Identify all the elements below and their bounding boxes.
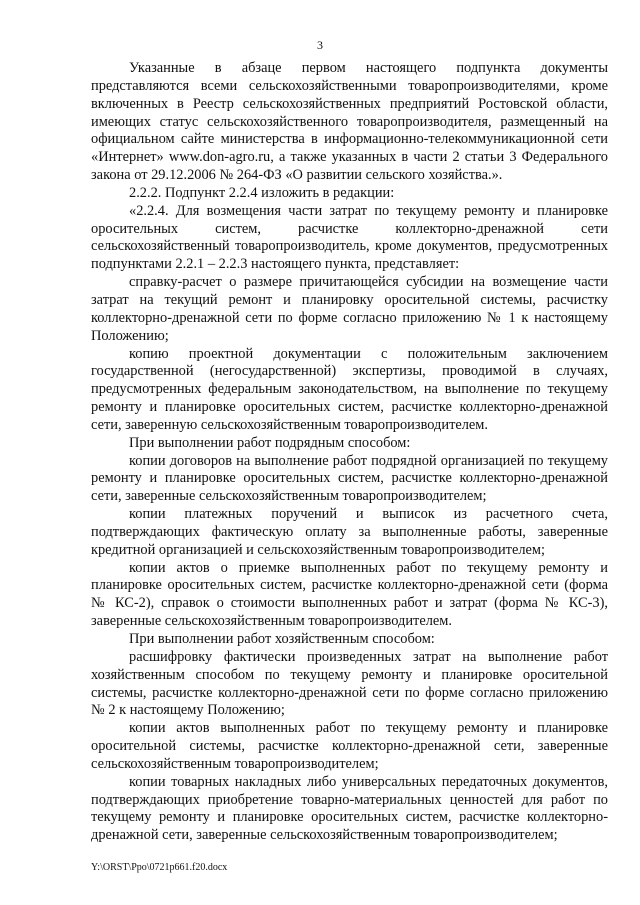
document-body xyxy=(91,60,608,845)
paragraph: копию проектной документации с положительным заключением государственной (негосударственной) экспертизы, проводимой в случаях, предусмотренных федеральным законодательством, на выполнение по текущему ремонту и планировке оросительных систем, расчистке коллекторно-дренажной сети, заверенную сельскохозяйственным товаропроизводителем. xyxy=(91,345,608,433)
paragraph: «2.2.4. Для возмещения части затрат по текущему ремонту и планировке оросительных систем, расчистке коллекторно-дренажной сети сельскохозяйственный товаропроизводитель, кроме документов, предусмотренных подпунктами 2.2.1 – 2.2.3 настоящего пункта, представляет: xyxy=(91,202,608,273)
paragraph: копии актов о приемке выполненных работ по текущему ремонту и планировке оросительных систем, расчистке коллекторно-дренажной сети (форма № КС-2), справок о стоимости выполненных работ и затрат (форма № КС-3), заверенные сельскохозяйственным товаропроизводителем. xyxy=(91,559,608,630)
paragraph: расшифровку фактически произведенных затрат на выполнение работ хозяйственным способом по текущему ремонту и планировке оросительной системы, расчистке коллекторно-дренажной сети по форме согласно приложению № 2 к настоящему Положению; xyxy=(91,648,608,719)
paragraph: копии актов выполненных работ по текущему ремонту и планировке оросительной системы, расчистке коллекторно-дренажной сети, заверенные сельскохозяйственным товаропроизводителем; xyxy=(91,720,608,772)
paragraph: 2.2.2. Подпункт 2.2.4 изложить в редакции: xyxy=(129,184,395,201)
page-number: 3 xyxy=(317,38,323,52)
paragraph: копии товарных накладных либо универсальных передаточных документов, подтверждающих приобретение товарно-материальных ценностей для работ по текущему ремонту и планировке оросительных систем, расчистке коллекторно-дренажной сети, заверенные сельскохозяйственным товаропроизводителем; xyxy=(91,773,608,844)
paragraph: Указанные в абзаце первом настоящего подпункта документы представляются всеми сельскохозяйственными товаропроизводителями, кроме включенных в Реестр сельскохозяйственных предприятий Ростовской области, имеющих статус сельскохозяйственного товаропроизводителя, размещенный на официальном сайте министерства в информационно-телекоммуникационной сети «Интернет» www.don-agro.ru, а также указанных в части 2 статьи 3 Федерального закона от 29.12.2006 № 264-ФЗ «О развитии сельского хозяйства.». xyxy=(91,60,608,184)
paragraph: При выполнении работ хозяйственным способом: xyxy=(129,631,435,647)
paragraph: При выполнении работ подрядным способом: xyxy=(129,434,411,451)
paragraph: справку-расчет о размере причитающейся субсидии на возмещение части затрат на текущий ремонт и планировку оросительной системы, расчистку коллекторно-дренажной сети по форме согласно приложению № 1 к настоящему Положению; xyxy=(91,274,608,344)
file-path-footer: Y:\ORST\Ppo\0721p661.f20.docx xyxy=(91,862,228,873)
paragraph: копии договоров на выполнение работ подрядной организацией по текущему ремонту и планировке оросительных систем, расчистке коллекторно-дренажной сети, заверенные сельскохозяйственным товаропроизводителем; xyxy=(91,452,608,505)
paragraph: копии платежных поручений и выписок из расчетного счета, подтверждающих фактическую оплату за выполненные работы, заверенные кредитной организацией и сельскохозяйственным товаропроизводителем; xyxy=(91,506,608,558)
